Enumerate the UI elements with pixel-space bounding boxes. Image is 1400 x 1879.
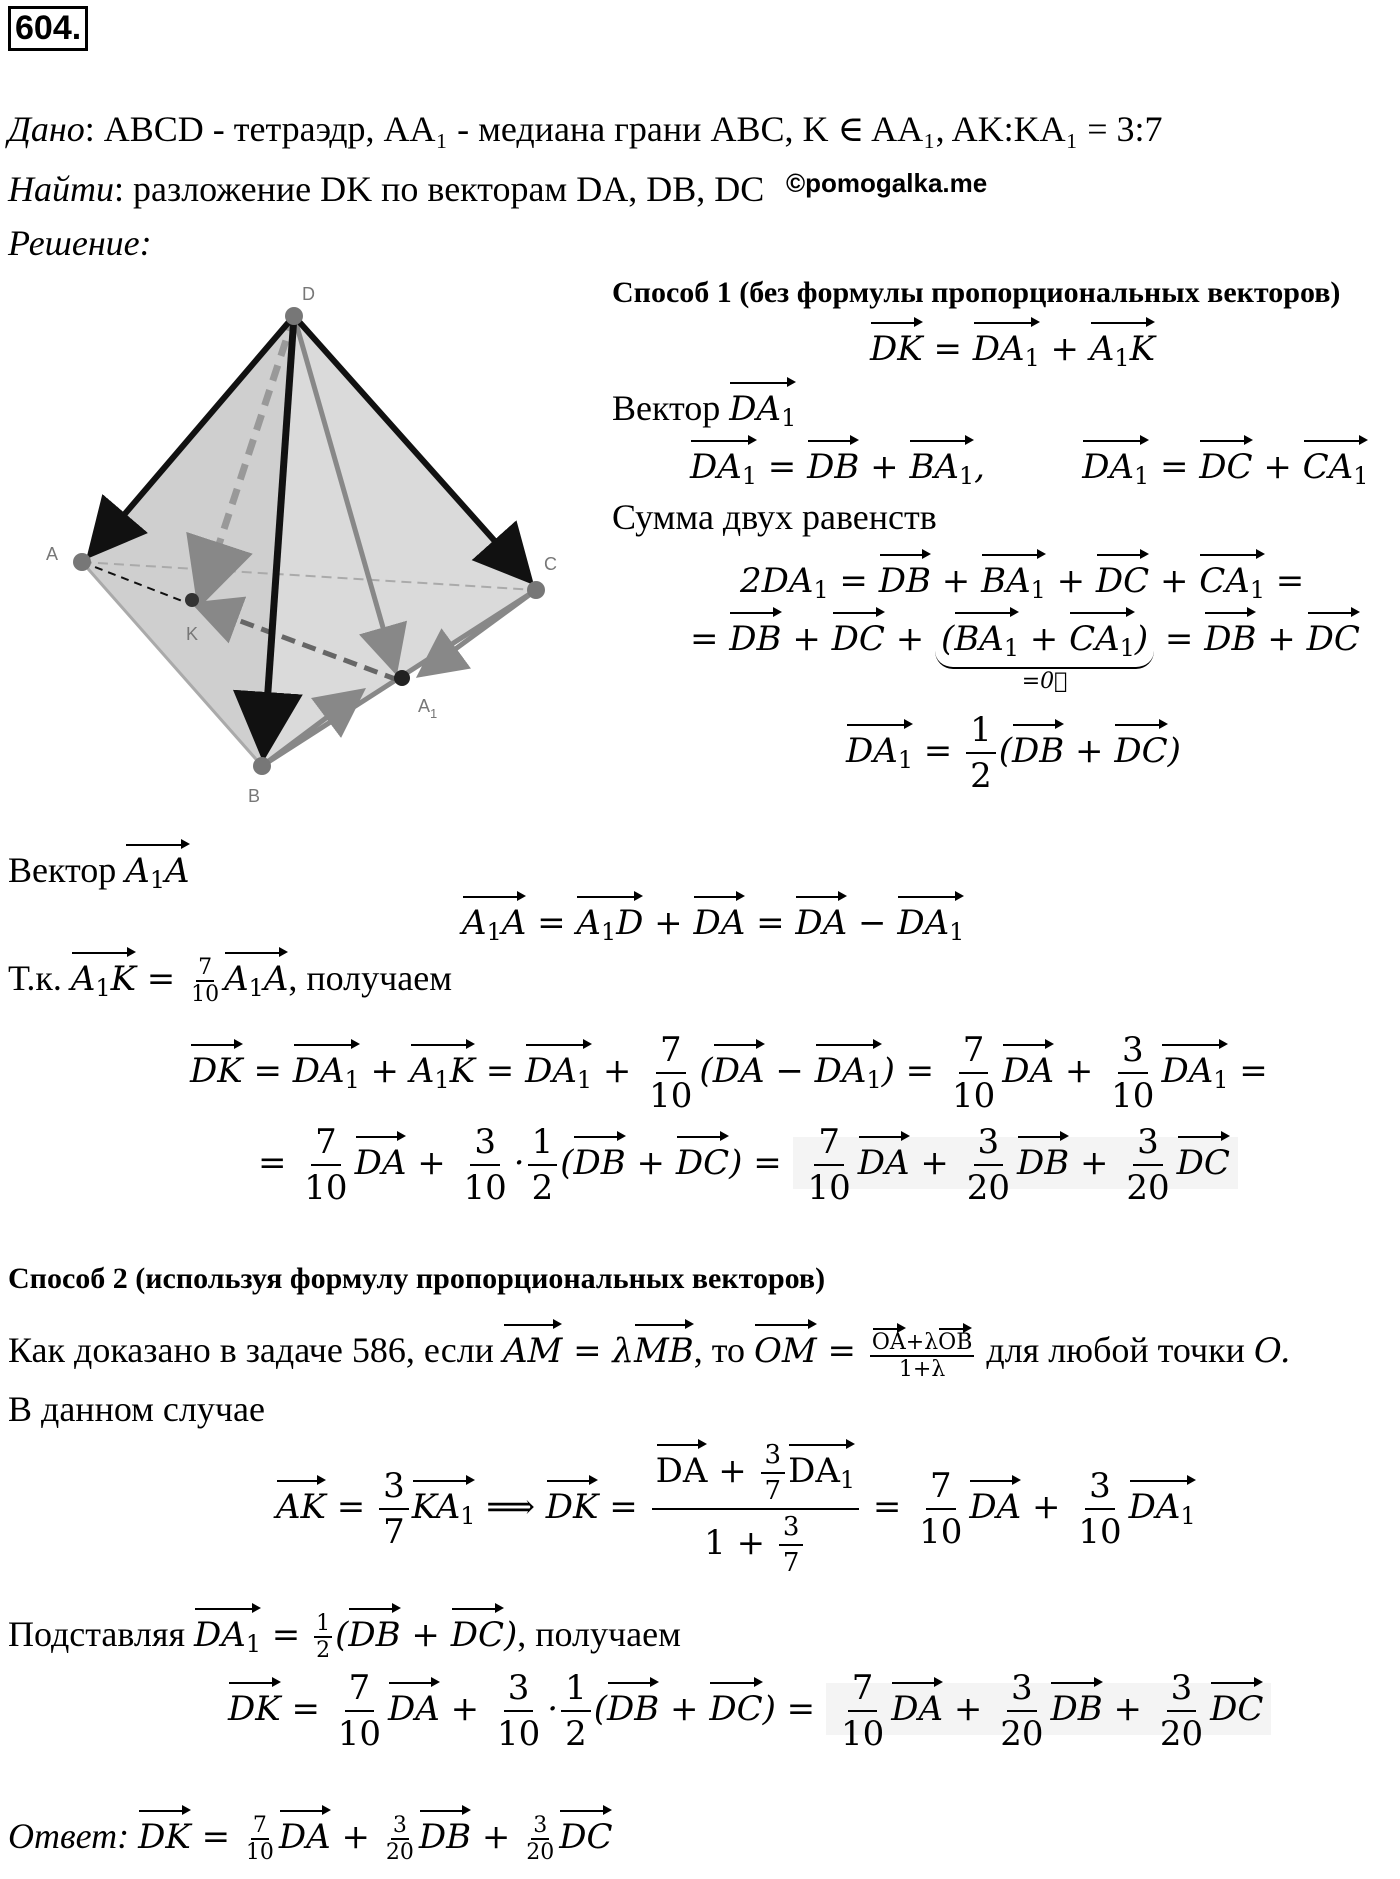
eq-dk-method1-b: = $\frac{7}{10}$ DA + $\frac{3}{10}$ · $\frac{1}{2}$ (DB + DC) = $\frac{7}{10}$ DA + $\frac{3}{20}$ DB + $\frac{3}{20}$ DC (258, 1122, 1238, 1208)
answer-label: Ответ: (8, 1816, 130, 1856)
face-dab (82, 316, 294, 766)
tk-line: Т.к. $A_1K$ = $\frac{7}{10}$ $A_1A$, получаем (8, 948, 452, 1007)
eq-dk-method2: DK = $\frac{7}{10}$ DA + $\frac{3}{10}$ · $\frac{1}{2}$ (DB + DC) = $\frac{7}{10}$ DA + $\frac{3}{20}$ DB + $\frac{3}{20}$ DC (228, 1668, 1271, 1754)
result-highlight-1: $\frac{7}{10}$ DA + $\frac{3}{20}$ DB + $\frac{3}{20}$ DC (793, 1137, 1238, 1189)
label-k: K (186, 624, 199, 644)
problem-number: 604. (8, 6, 88, 51)
sum-heading: Сумма двух равенств (612, 497, 937, 537)
method2-title: Способ 2 (используя формулу пропорциональных векторов) (8, 1262, 826, 1295)
eq-a1a: $A_1A = A_1D$ + DA = DA − $DA_1$ (462, 892, 964, 945)
find-line (8, 168, 764, 210)
eq-da1-pair: $DA_1$ = DB + $BA_1$, $DA_1$ = DC + $CA_1$ (690, 436, 1368, 489)
vector-a1a-heading: Вектор $A_1A$ (8, 840, 190, 893)
given-line (8, 108, 1163, 150)
find-label: Найти (8, 169, 114, 209)
vector-da1-heading: Вектор $DA_1$ (612, 378, 796, 431)
point-b (253, 757, 271, 775)
solution-label: Решение: (8, 223, 152, 263)
point-c (527, 581, 545, 599)
eq-ak-dk: AK = $\frac{3}{7}$ $KA_1$ ⟹ DK = DA + $\frac{3}{7}$ $DA_1$ 1 + $\frac{3}{7}$ = $\frac{7}{10}$ DA + $\frac{3}{10}$ $DA_1$ (276, 1440, 1196, 1578)
watermark: ©pomogalka.me (786, 168, 988, 198)
proved-line: Как доказано в задаче 586, если AM = λMB, то OM = $\frac{\text{OA+λOB}}{1+\lambda}$ для любой точки O. (8, 1320, 1291, 1382)
answer-line: Ответ: DK = $\frac{7}{10}$ DA + $\frac{3}{20}$ DB + $\frac{3}{20}$ DC (8, 1806, 612, 1865)
label-a: A (46, 544, 59, 564)
in-this-case: В данном случае (8, 1389, 265, 1429)
eq-dk-method1-a: DK = $DA_1 + A_1K = DA_1$ + $\frac{7}{10}$ $(DA - DA_1)$ = $\frac{7}{10}$ DA + $\frac{3}{10}$ $DA_1$ = (190, 1030, 1268, 1116)
label-b: B (248, 786, 261, 806)
tetrahedron-figure (40, 270, 600, 830)
label-c: C (544, 554, 557, 574)
substituting-line: Подставляя $DA_1$ = $\frac{1}{2}$ (DB + DC), получаем (8, 1604, 681, 1663)
zero-vector-label: =0⃗ (1021, 668, 1068, 694)
find-text: : разложение DK по векторам DA, DB, DC (114, 169, 765, 209)
label-a1: $A_1$ (418, 696, 438, 721)
eq-2da1: $2DA_1$ = DB + $BA_1$ + DC + $CA_1$ = (740, 550, 1304, 604)
method1-title: Способ 1 (без формулы пропорциональных векторов) (612, 276, 1341, 309)
label-d: D (302, 284, 315, 304)
point-a1 (394, 670, 410, 686)
point-d (285, 307, 303, 325)
eq-da1-half: $DA_1$ = $\frac{1}{2}$ (DB + DC) (846, 710, 1181, 796)
given-label: Дано (8, 109, 85, 149)
given-text: : ABCD - тетраэдр, AA₁ - медиана грани ABC, K ∈ AA₁, AK:KA₁ = 3:7 (84, 109, 1163, 149)
result-highlight-2: $\frac{7}{10}$ DA + $\frac{3}{20}$ DB + $\frac{3}{20}$ DC (826, 1683, 1271, 1735)
eq-2da1-cont: = DB + DC + $(BA_1 + CA_1)$ =0⃗ = DB + DC (690, 608, 1360, 669)
point-a (73, 553, 91, 571)
eq-dk-sum: DK = $DA_1 + A_1K$ (870, 318, 1155, 371)
point-k (185, 593, 199, 607)
